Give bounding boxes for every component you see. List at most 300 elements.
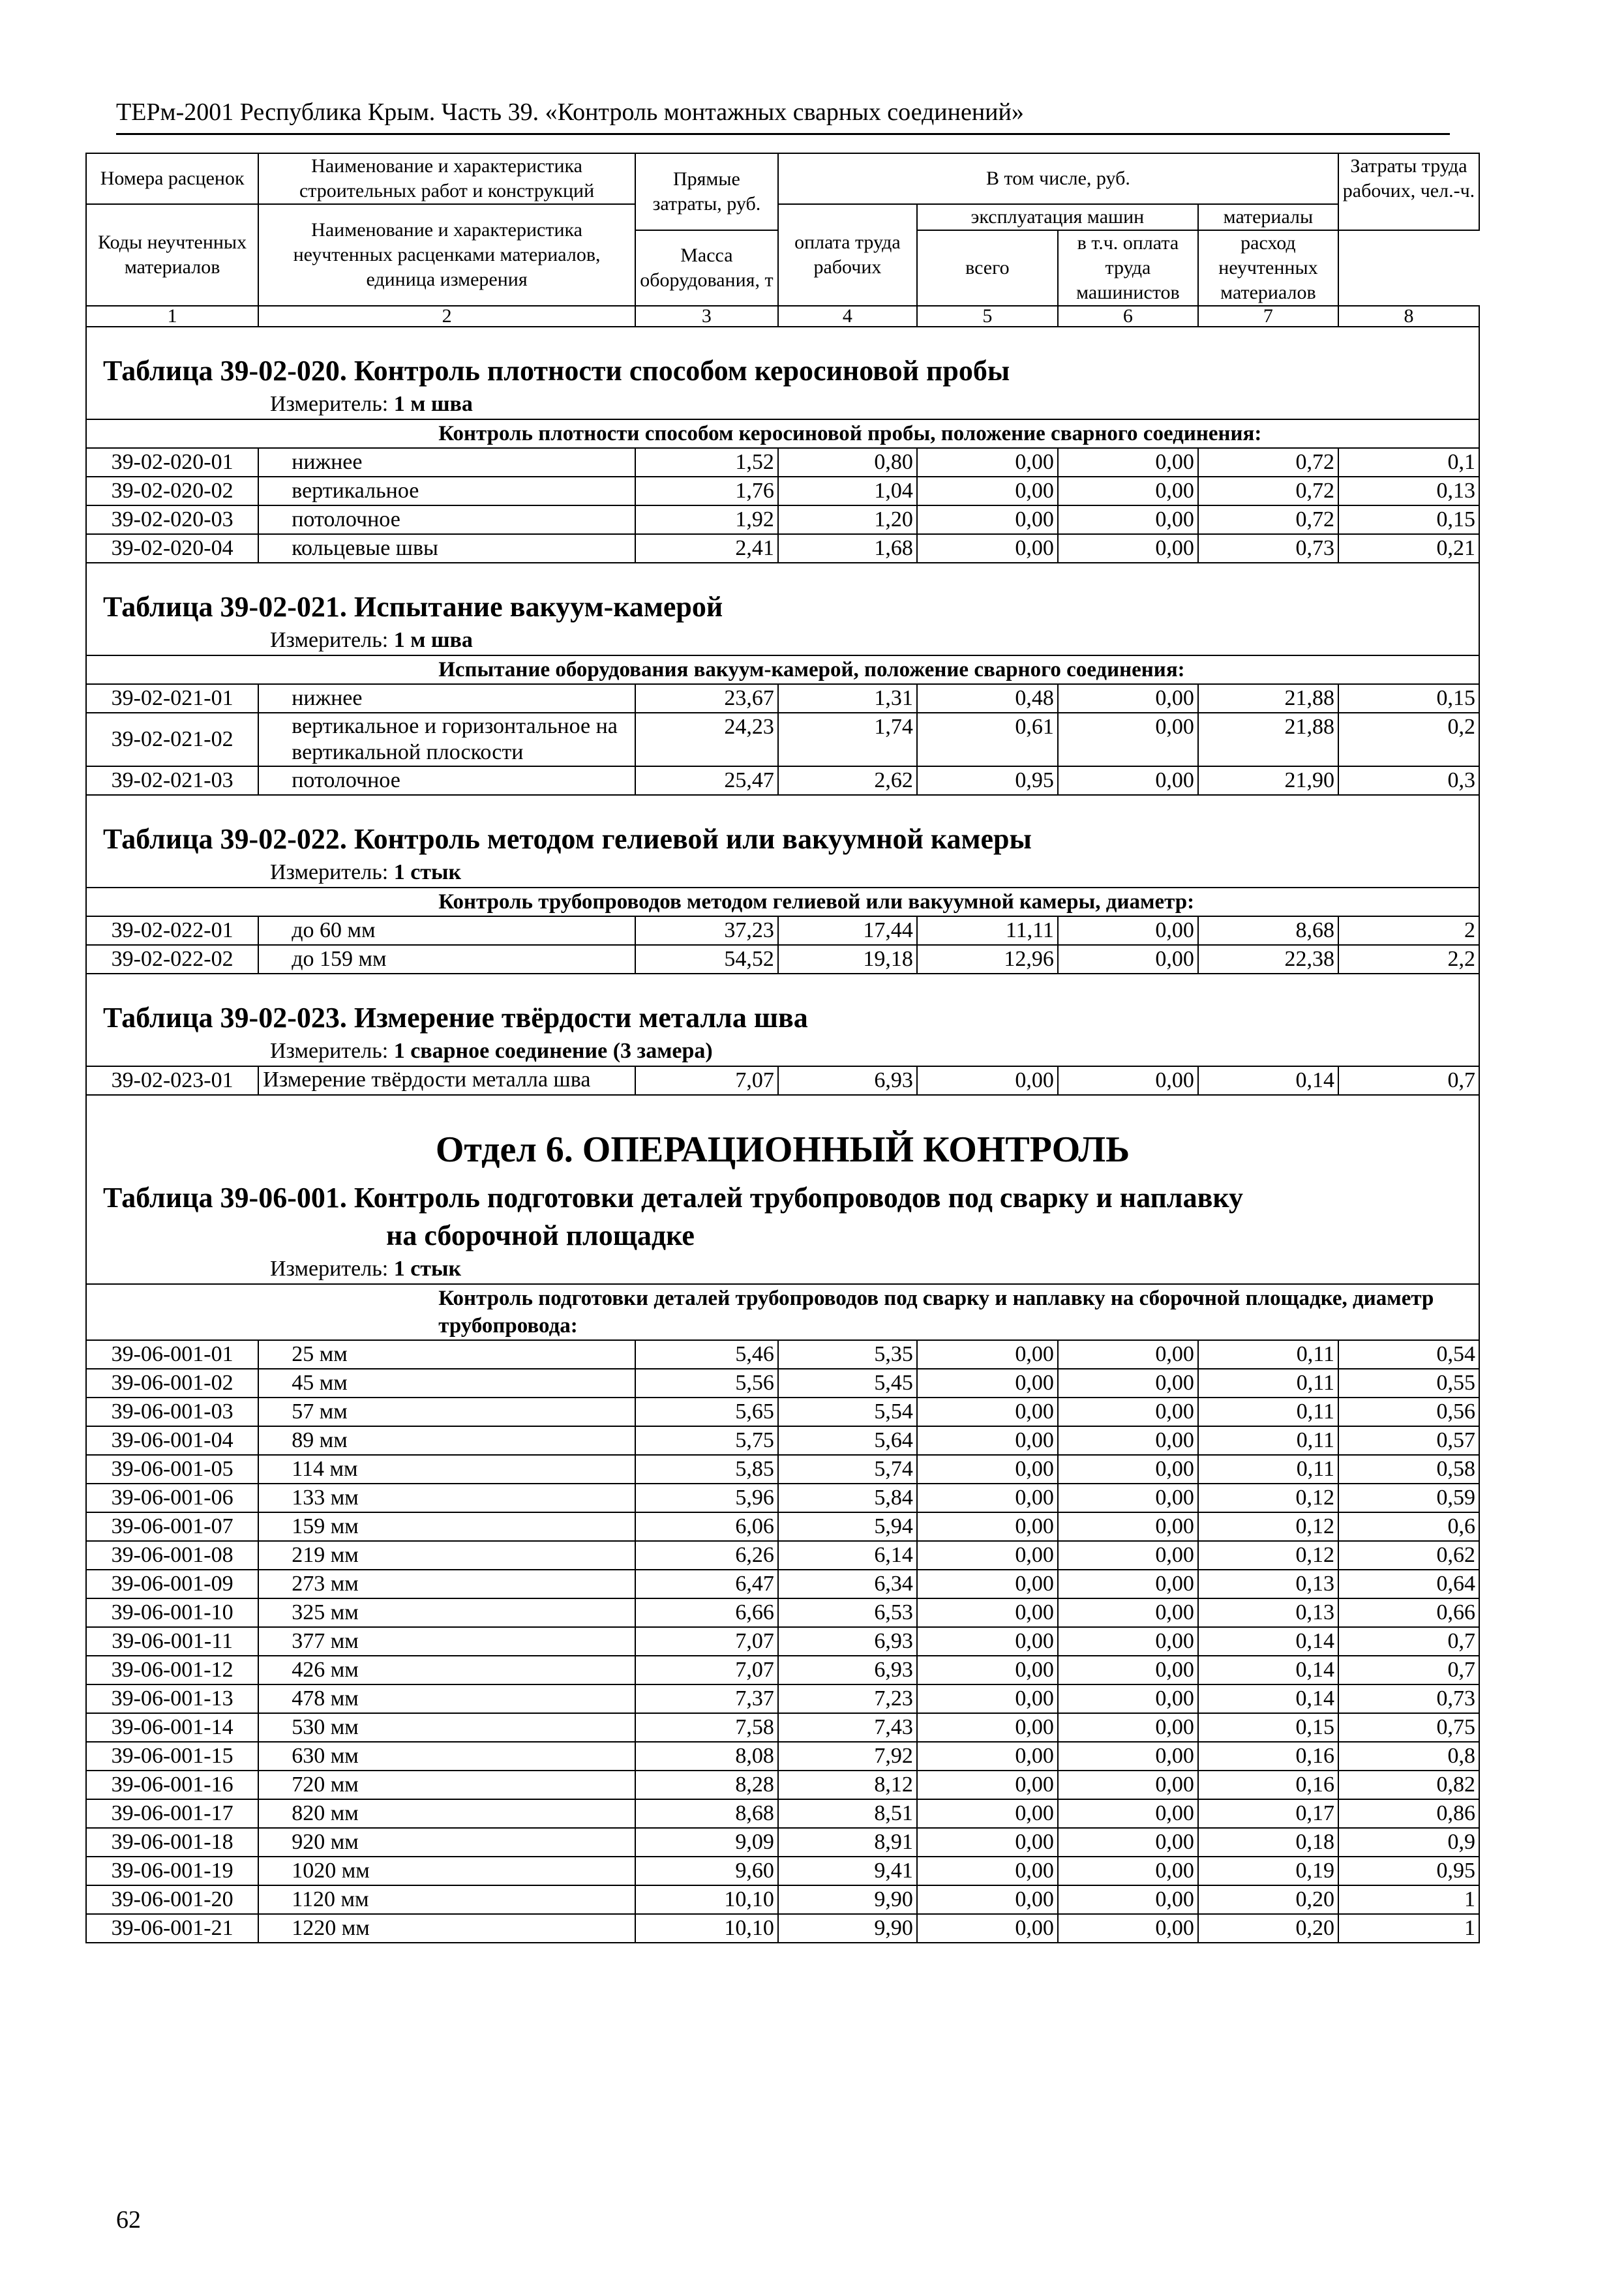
table-row <box>86 916 1479 945</box>
labor-costs: 0,21 <box>1338 534 1479 563</box>
measure-value: 1 стык <box>393 860 462 884</box>
rate-code: 39-02-021-02 <box>86 713 258 766</box>
labor-costs: 0,6 <box>1338 1512 1479 1541</box>
labor-costs: 2,2 <box>1338 945 1479 974</box>
measure-cell <box>86 390 1479 419</box>
labor-costs: 0,62 <box>1338 1541 1479 1570</box>
operator-wages: 0,00 <box>1058 1369 1198 1398</box>
table-row <box>86 1799 1479 1828</box>
direct-costs: 1,52 <box>635 448 778 477</box>
table-row <box>86 684 1479 713</box>
rate-code: 39-06-001-14 <box>86 1713 258 1742</box>
materials: 0,14 <box>1198 1066 1338 1095</box>
materials: 21,88 <box>1198 684 1338 713</box>
direct-costs: 5,96 <box>635 1484 778 1512</box>
operator-wages: 0,00 <box>1058 1398 1198 1426</box>
operator-wages: 0,00 <box>1058 1771 1198 1799</box>
col-machines-total-header: всего <box>917 230 1058 306</box>
labor-costs: 1 <box>1338 1914 1479 1943</box>
measure-label: Измеритель: <box>270 1039 389 1063</box>
section-title-cell <box>86 999 1479 1037</box>
measure-label: Измеритель: <box>270 628 389 652</box>
machines-total: 0,48 <box>917 684 1058 713</box>
work-name: 1120 мм <box>258 1885 635 1914</box>
materials: 0,12 <box>1198 1541 1338 1570</box>
labor-costs: 0,95 <box>1338 1857 1479 1885</box>
section-title-cell <box>86 1179 1479 1255</box>
machines-total: 0,00 <box>917 1627 1058 1656</box>
labor-costs: 0,9 <box>1338 1828 1479 1857</box>
labor-costs: 0,8 <box>1338 1742 1479 1771</box>
rate-code: 39-06-001-02 <box>86 1369 258 1398</box>
table-row <box>86 713 1479 766</box>
table-row <box>86 1742 1479 1771</box>
rate-code: 39-02-020-04 <box>86 534 258 563</box>
labor-costs: 0,57 <box>1338 1426 1479 1455</box>
wages: 1,31 <box>778 684 917 713</box>
labor-costs: 0,58 <box>1338 1455 1479 1484</box>
work-name: 25 мм <box>258 1340 635 1369</box>
machines-total: 0,00 <box>917 1828 1058 1857</box>
labor-costs: 0,64 <box>1338 1570 1479 1598</box>
direct-costs: 9,09 <box>635 1828 778 1857</box>
col-equipment-mass-header: Масса оборудования, т <box>635 230 778 306</box>
rate-code: 39-02-023-01 <box>86 1066 258 1095</box>
direct-costs: 6,26 <box>635 1541 778 1570</box>
measure-value: 1 сварное соединение (3 замера) <box>393 1039 713 1063</box>
materials: 0,15 <box>1198 1713 1338 1742</box>
group-title: Контроль подготовки деталей трубопроводов под сварку и наплавку на сборочной площадке, диаметр трубопровода: <box>258 1284 1479 1340</box>
work-name: 820 мм <box>258 1799 635 1828</box>
section-title <box>90 1179 1475 1255</box>
wages: 7,92 <box>778 1742 917 1771</box>
machines-total: 0,00 <box>917 1398 1058 1426</box>
rate-code: 39-02-021-01 <box>86 684 258 713</box>
machines-total: 0,00 <box>917 1512 1058 1541</box>
rate-code: 39-06-001-10 <box>86 1598 258 1627</box>
department-title: Отдел 6. ОПЕРАЦИОННЫЙ КОНТРОЛЬ <box>435 1130 1130 1170</box>
wages: 7,23 <box>778 1684 917 1713</box>
wages: 19,18 <box>778 945 917 974</box>
group-title: Контроль плотности способом керосиновой пробы, положение сварного соединения: <box>258 419 1479 448</box>
work-name: до 60 мм <box>258 916 635 945</box>
table-row <box>86 1914 1479 1943</box>
wages: 5,94 <box>778 1512 917 1541</box>
group-title: Испытание оборудования вакуум-камерой, положение сварного соединения: <box>258 655 1479 684</box>
section-title: Таблица 39-02-020. Контроль плотности способом керосиновой пробы <box>103 355 1010 387</box>
labor-costs: 0,7 <box>1338 1066 1479 1095</box>
direct-costs: 25,47 <box>635 766 778 795</box>
wages: 5,64 <box>778 1426 917 1455</box>
rate-code: 39-06-001-08 <box>86 1541 258 1570</box>
table-row <box>86 1512 1479 1541</box>
direct-costs: 8,08 <box>635 1742 778 1771</box>
rate-code: 39-06-001-09 <box>86 1570 258 1598</box>
labor-costs: 0,75 <box>1338 1713 1479 1742</box>
work-name: 89 мм <box>258 1426 635 1455</box>
materials: 0,13 <box>1198 1570 1338 1598</box>
labor-costs: 0,73 <box>1338 1684 1479 1713</box>
table-row <box>86 1828 1479 1857</box>
section-title-cell <box>86 352 1479 390</box>
work-name: потолочное <box>258 766 635 795</box>
rate-code: 39-06-001-11 <box>86 1627 258 1656</box>
wages: 9,41 <box>778 1857 917 1885</box>
machines-total: 0,00 <box>917 1066 1058 1095</box>
rate-code: 39-02-020-03 <box>86 505 258 534</box>
column-number: 6 <box>1058 306 1198 327</box>
col-wages-header: оплата труда рабочих <box>778 204 917 306</box>
labor-costs: 0,66 <box>1338 1598 1479 1627</box>
direct-costs: 1,92 <box>635 505 778 534</box>
wages: 0,80 <box>778 448 917 477</box>
column-number: 5 <box>917 306 1058 327</box>
labor-costs: 0,15 <box>1338 505 1479 534</box>
wages: 5,35 <box>778 1340 917 1369</box>
labor-costs: 0,3 <box>1338 766 1479 795</box>
work-name: 920 мм <box>258 1828 635 1857</box>
machines-total: 0,00 <box>917 1713 1058 1742</box>
rate-code: 39-06-001-21 <box>86 1914 258 1943</box>
wages: 1,20 <box>778 505 917 534</box>
machines-total: 0,95 <box>917 766 1058 795</box>
work-name: 1020 мм <box>258 1857 635 1885</box>
wages: 8,51 <box>778 1799 917 1828</box>
work-name: 478 мм <box>258 1684 635 1713</box>
operator-wages: 0,00 <box>1058 916 1198 945</box>
work-name: 114 мм <box>258 1455 635 1484</box>
table-row <box>86 1066 1479 1095</box>
labor-costs: 2 <box>1338 916 1479 945</box>
direct-costs: 37,23 <box>635 916 778 945</box>
work-name: потолочное <box>258 505 635 534</box>
operator-wages: 0,00 <box>1058 1684 1198 1713</box>
operator-wages: 0,00 <box>1058 1713 1198 1742</box>
rate-code: 39-06-001-15 <box>86 1742 258 1771</box>
wages: 5,45 <box>778 1369 917 1398</box>
machines-total: 0,00 <box>917 1426 1058 1455</box>
machines-total: 0,00 <box>917 1742 1058 1771</box>
materials: 21,88 <box>1198 713 1338 766</box>
machines-total: 0,00 <box>917 1484 1058 1512</box>
wages: 17,44 <box>778 916 917 945</box>
rate-code: 39-06-001-07 <box>86 1512 258 1541</box>
wages: 6,34 <box>778 1570 917 1598</box>
group-title: Контроль трубопроводов методом гелиевой или вакуумной камеры, диаметр: <box>258 888 1479 916</box>
col-labor-costs-header: Затраты труда рабочих, чел.-ч. <box>1338 153 1479 230</box>
table-row <box>86 1340 1479 1369</box>
table-row <box>86 1885 1479 1914</box>
labor-costs: 0,56 <box>1338 1398 1479 1426</box>
direct-costs: 5,85 <box>635 1455 778 1484</box>
rate-code: 39-06-001-16 <box>86 1771 258 1799</box>
rate-code: 39-02-020-01 <box>86 448 258 477</box>
operator-wages: 0,00 <box>1058 945 1198 974</box>
direct-costs: 8,68 <box>635 1799 778 1828</box>
work-name: 630 мм <box>258 1742 635 1771</box>
machines-total: 11,11 <box>917 916 1058 945</box>
table-row <box>86 1713 1479 1742</box>
materials: 8,68 <box>1198 916 1338 945</box>
work-name: вертикальное <box>258 477 635 505</box>
work-name: 57 мм <box>258 1398 635 1426</box>
wages: 2,62 <box>778 766 917 795</box>
operator-wages: 0,00 <box>1058 684 1198 713</box>
machines-total: 0,00 <box>917 1369 1058 1398</box>
direct-costs: 5,65 <box>635 1398 778 1426</box>
work-name: 159 мм <box>258 1512 635 1541</box>
table-row <box>86 1455 1479 1484</box>
col-material-consumption-header: расход неучтенных материалов <box>1198 230 1338 306</box>
materials: 0,13 <box>1198 1598 1338 1627</box>
direct-costs: 10,10 <box>635 1885 778 1914</box>
operator-wages: 0,00 <box>1058 1799 1198 1828</box>
materials: 0,11 <box>1198 1455 1338 1484</box>
work-name: 530 мм <box>258 1713 635 1742</box>
work-name: нижнее <box>258 448 635 477</box>
rate-code: 39-02-022-02 <box>86 945 258 974</box>
machines-total: 0,00 <box>917 1914 1058 1943</box>
measure-label: Измеритель: <box>270 860 389 884</box>
operator-wages: 0,00 <box>1058 1914 1198 1943</box>
section-title-cell <box>86 820 1479 858</box>
wages: 6,53 <box>778 1598 917 1627</box>
direct-costs: 7,07 <box>635 1656 778 1684</box>
column-number: 2 <box>258 306 635 327</box>
col-rate-number-header: Номера расценок <box>86 153 258 204</box>
col-material-name-header: Наименование и характеристика неучтенных расценками материалов, единица измерения <box>258 204 635 306</box>
labor-costs: 0,54 <box>1338 1340 1479 1369</box>
wages: 8,91 <box>778 1828 917 1857</box>
table-row <box>86 1398 1479 1426</box>
operator-wages: 0,00 <box>1058 1570 1198 1598</box>
materials: 0,18 <box>1198 1828 1338 1857</box>
machines-total: 12,96 <box>917 945 1058 974</box>
rate-code: 39-02-022-01 <box>86 916 258 945</box>
measure-label: Измеритель: <box>270 392 389 416</box>
operator-wages: 0,00 <box>1058 1455 1198 1484</box>
wages: 5,74 <box>778 1455 917 1484</box>
direct-costs: 5,75 <box>635 1426 778 1455</box>
direct-costs: 5,56 <box>635 1369 778 1398</box>
materials: 0,12 <box>1198 1512 1338 1541</box>
department-cell <box>86 1120 1479 1179</box>
direct-costs: 24,23 <box>635 713 778 766</box>
measure-value: 1 м шва <box>393 392 473 416</box>
wages: 5,54 <box>778 1398 917 1426</box>
direct-costs: 8,28 <box>635 1771 778 1799</box>
work-name: Измерение твёрдости металла шва <box>258 1066 635 1095</box>
direct-costs: 2,41 <box>635 534 778 563</box>
operator-wages: 0,00 <box>1058 1426 1198 1455</box>
wages: 6,93 <box>778 1627 917 1656</box>
page-number: 62 <box>116 2206 141 2234</box>
table-row <box>86 1484 1479 1512</box>
labor-costs: 0,7 <box>1338 1656 1479 1684</box>
operator-wages: 0,00 <box>1058 477 1198 505</box>
wages: 5,84 <box>778 1484 917 1512</box>
work-name: 377 мм <box>258 1627 635 1656</box>
direct-costs: 1,76 <box>635 477 778 505</box>
operator-wages: 0,00 <box>1058 713 1198 766</box>
machines-total: 0,61 <box>917 713 1058 766</box>
measure-cell <box>86 858 1479 888</box>
machines-total: 0,00 <box>917 1799 1058 1828</box>
work-name: 720 мм <box>258 1771 635 1799</box>
materials: 0,11 <box>1198 1369 1338 1398</box>
table-row <box>86 1857 1479 1885</box>
machines-total: 0,00 <box>917 1340 1058 1369</box>
materials: 0,14 <box>1198 1684 1338 1713</box>
wages: 8,12 <box>778 1771 917 1799</box>
operator-wages: 0,00 <box>1058 1885 1198 1914</box>
column-number: 7 <box>1198 306 1338 327</box>
direct-costs: 7,07 <box>635 1066 778 1095</box>
machines-total: 0,00 <box>917 1570 1058 1598</box>
direct-costs: 6,06 <box>635 1512 778 1541</box>
operator-wages: 0,00 <box>1058 766 1198 795</box>
work-name: 273 мм <box>258 1570 635 1598</box>
measure-cell <box>86 626 1479 655</box>
operator-wages: 0,00 <box>1058 534 1198 563</box>
work-name: кольцевые швы <box>258 534 635 563</box>
rate-code: 39-06-001-13 <box>86 1684 258 1713</box>
direct-costs: 10,10 <box>635 1914 778 1943</box>
header-rule <box>116 133 1450 135</box>
table-row <box>86 1541 1479 1570</box>
materials: 0,72 <box>1198 505 1338 534</box>
materials: 0,12 <box>1198 1484 1338 1512</box>
machines-total: 0,00 <box>917 1771 1058 1799</box>
materials: 0,73 <box>1198 534 1338 563</box>
table-row <box>86 766 1479 795</box>
labor-costs: 0,2 <box>1338 713 1479 766</box>
work-name: 219 мм <box>258 1541 635 1570</box>
materials: 0,14 <box>1198 1627 1338 1656</box>
operator-wages: 0,00 <box>1058 448 1198 477</box>
materials: 21,90 <box>1198 766 1338 795</box>
column-number: 4 <box>778 306 917 327</box>
section-title: Таблица 39-02-023. Измерение твёрдости металла шва <box>103 1002 808 1034</box>
work-name: до 159 мм <box>258 945 635 974</box>
operator-wages: 0,00 <box>1058 1598 1198 1627</box>
direct-costs: 54,52 <box>635 945 778 974</box>
labor-costs: 0,59 <box>1338 1484 1479 1512</box>
machines-total: 0,00 <box>917 1541 1058 1570</box>
direct-costs: 9,60 <box>635 1857 778 1885</box>
section-title: Таблица 39-02-022. Контроль методом гелиевой или вакуумной камеры <box>103 823 1032 855</box>
measure-label: Измеритель: <box>270 1257 389 1281</box>
wages: 7,43 <box>778 1713 917 1742</box>
table-row <box>86 945 1479 974</box>
section-title-line2: на сборочной площадке <box>386 1219 695 1251</box>
rates-table <box>85 153 1480 1943</box>
materials: 0,20 <box>1198 1914 1338 1943</box>
section-title-line1: Таблица 39-06-001. Контроль подготовки деталей трубопроводов под сварку и наплавку <box>103 1182 1244 1214</box>
rate-code: 39-06-001-06 <box>86 1484 258 1512</box>
work-name: 45 мм <box>258 1369 635 1398</box>
spacer <box>86 327 1479 352</box>
measure-cell <box>86 1037 1479 1066</box>
machines-total: 0,00 <box>917 1885 1058 1914</box>
rate-code: 39-02-020-02 <box>86 477 258 505</box>
machines-total: 0,00 <box>917 1656 1058 1684</box>
materials: 0,16 <box>1198 1771 1338 1799</box>
section-title: Таблица 39-02-021. Испытание вакуум-камерой <box>103 591 723 623</box>
machines-total: 0,00 <box>917 448 1058 477</box>
machines-total: 0,00 <box>917 505 1058 534</box>
operator-wages: 0,00 <box>1058 1340 1198 1369</box>
operator-wages: 0,00 <box>1058 1656 1198 1684</box>
wages: 1,68 <box>778 534 917 563</box>
table-row <box>86 1369 1479 1398</box>
work-name: 1220 мм <box>258 1914 635 1943</box>
spacer <box>86 563 1479 588</box>
operator-wages: 0,00 <box>1058 1627 1198 1656</box>
direct-costs: 7,07 <box>635 1627 778 1656</box>
rate-code: 39-06-001-01 <box>86 1340 258 1369</box>
rate-code: 39-06-001-04 <box>86 1426 258 1455</box>
table-row <box>86 534 1479 563</box>
rate-code: 39-06-001-20 <box>86 1885 258 1914</box>
labor-costs: 0,86 <box>1338 1799 1479 1828</box>
measure-value: 1 м шва <box>393 628 473 652</box>
labor-costs: 0,55 <box>1338 1369 1479 1398</box>
materials: 0,14 <box>1198 1656 1338 1684</box>
col-direct-costs-header: Прямые затраты, руб. <box>635 153 778 230</box>
wages: 1,74 <box>778 713 917 766</box>
wages: 6,93 <box>778 1066 917 1095</box>
materials: 0,17 <box>1198 1799 1338 1828</box>
operator-wages: 0,00 <box>1058 1484 1198 1512</box>
machines-total: 0,00 <box>917 1684 1058 1713</box>
spacer <box>86 1095 1479 1120</box>
materials: 0,11 <box>1198 1426 1338 1455</box>
operator-wages: 0,00 <box>1058 1857 1198 1885</box>
table-row <box>86 1656 1479 1684</box>
col-materials-header: материалы <box>1198 204 1338 230</box>
spacer <box>86 795 1479 820</box>
materials: 0,20 <box>1198 1885 1338 1914</box>
labor-costs: 0,7 <box>1338 1627 1479 1656</box>
operator-wages: 0,00 <box>1058 505 1198 534</box>
spacer <box>86 974 1479 999</box>
column-number: 1 <box>86 306 258 327</box>
table-row <box>86 1684 1479 1713</box>
work-name: 133 мм <box>258 1484 635 1512</box>
labor-costs: 0,13 <box>1338 477 1479 505</box>
rate-code: 39-02-021-03 <box>86 766 258 795</box>
labor-costs: 0,1 <box>1338 448 1479 477</box>
work-name: вертикальное и горизонтальное на вертикальной плоскости <box>258 713 635 766</box>
measure-value: 1 стык <box>393 1257 462 1281</box>
table-row <box>86 1426 1479 1455</box>
machines-total: 0,00 <box>917 1598 1058 1627</box>
labor-costs: 1 <box>1338 1885 1479 1914</box>
rate-code: 39-06-001-12 <box>86 1656 258 1684</box>
materials: 0,72 <box>1198 448 1338 477</box>
materials: 0,11 <box>1198 1340 1338 1369</box>
rate-code: 39-06-001-17 <box>86 1799 258 1828</box>
direct-costs: 7,58 <box>635 1713 778 1742</box>
col-material-codes-header: Коды неучтенных материалов <box>86 204 258 306</box>
materials: 0,72 <box>1198 477 1338 505</box>
rate-code: 39-06-001-19 <box>86 1857 258 1885</box>
materials: 22,38 <box>1198 945 1338 974</box>
column-number: 8 <box>1338 306 1479 327</box>
section-title-cell <box>86 588 1479 626</box>
direct-costs: 6,66 <box>635 1598 778 1627</box>
